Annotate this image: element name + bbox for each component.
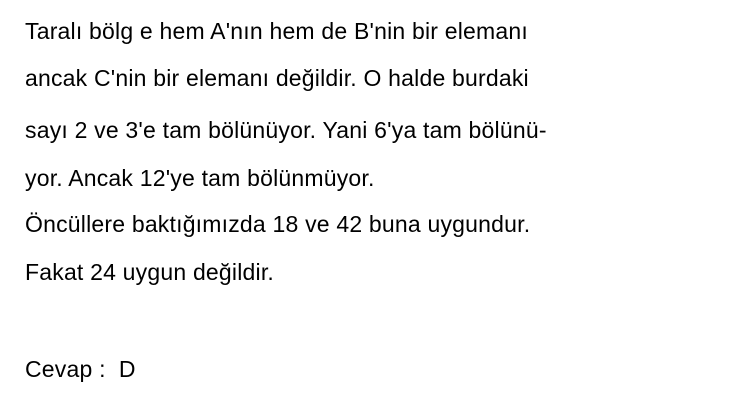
text-line-2: ancak C'nin bir elemanı değildir. O halde burdaki	[25, 65, 529, 91]
text-line-5: Öncüllere baktığımızda 18 ve 42 buna uygundur.	[25, 211, 531, 237]
answer-line: Cevap : D	[25, 356, 136, 382]
text-line-1: Taralı bölg e hem A'nın hem de B'nin bir elemanı	[25, 18, 528, 44]
text-line-6: Fakat 24 uygun değildir.	[25, 259, 275, 285]
text-line-3: sayı 2 ve 3'e tam bölünüyor. Yani 6'ya tam bölünü-	[25, 117, 547, 143]
text-line-4: yor. Ancak 12'ye tam bölünmüyor.	[25, 165, 375, 191]
